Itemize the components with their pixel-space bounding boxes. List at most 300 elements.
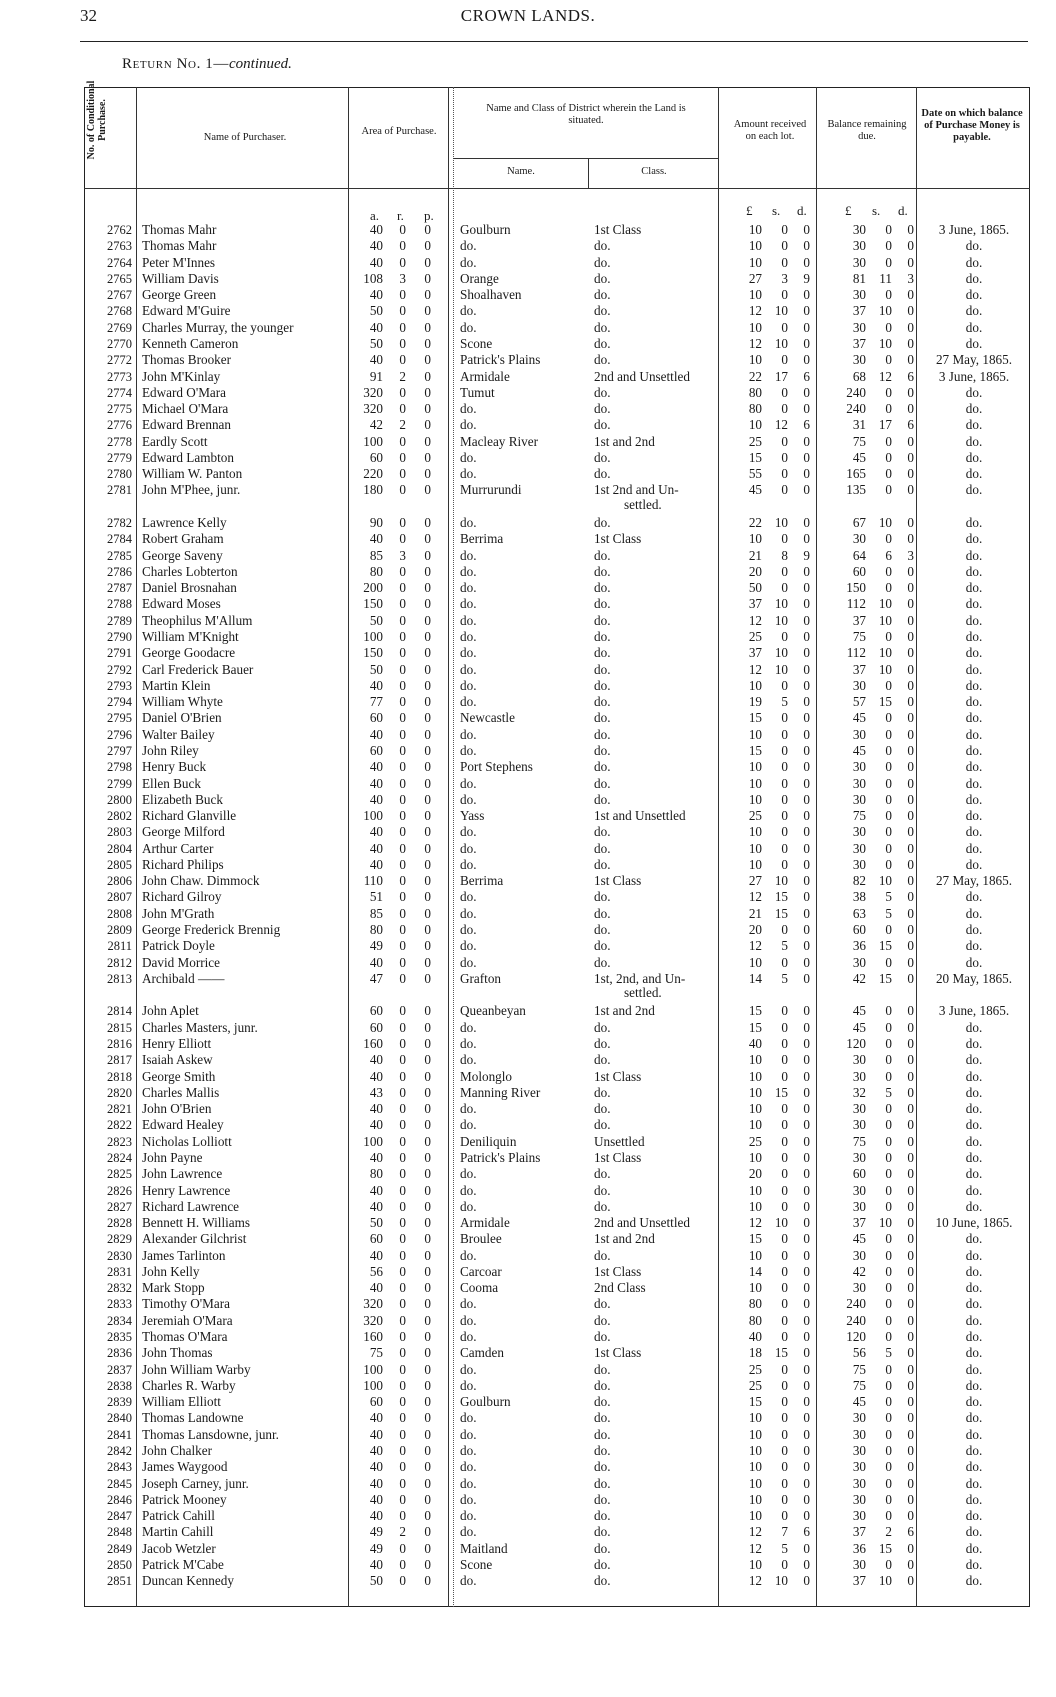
received-shillings: 0 — [781, 1149, 788, 1165]
purchaser-name: Patrick Cahill — [142, 1508, 215, 1524]
area-acres: 40 — [369, 1280, 383, 1296]
balance-shillings: 10 — [878, 1573, 892, 1589]
table-row — [0, 385, 1056, 401]
balance-pounds: 240 — [846, 1312, 866, 1328]
purchaser-name: Theophilus M'Allum — [142, 612, 253, 628]
received-shillings: 0 — [781, 1182, 788, 1198]
row-number: 2812 — [107, 955, 132, 970]
district-name: do. — [460, 563, 477, 579]
received-pounds: 10 — [748, 856, 762, 872]
district-class: do. — [594, 563, 611, 579]
table-row — [0, 466, 1056, 482]
table-row — [0, 417, 1056, 433]
received-pence: 0 — [803, 466, 810, 482]
row-number: 2781 — [107, 483, 132, 498]
received-pounds: 12 — [748, 303, 762, 319]
area-perches: 0 — [424, 580, 431, 596]
row-number: 2847 — [107, 1509, 132, 1524]
area-perches: 0 — [424, 873, 431, 889]
balance-pence: 0 — [907, 1182, 914, 1198]
received-pence: 0 — [803, 742, 810, 758]
row-number: 2822 — [107, 1118, 132, 1133]
balance-shillings: 17 — [878, 417, 892, 433]
received-pence: 0 — [803, 254, 810, 270]
district-class: do. — [594, 384, 611, 400]
area-roods: 0 — [399, 1443, 406, 1458]
balance-shillings: 12 — [878, 368, 892, 384]
purchaser-name: George Green — [142, 287, 217, 303]
balance-pounds: 30 — [852, 1475, 866, 1491]
balance-pounds: 30 — [852, 1149, 866, 1165]
received-pounds: 12 — [748, 335, 762, 351]
received-shillings: 0 — [781, 449, 788, 465]
return-label-text: Return No. 1— — [122, 56, 229, 72]
received-pence: 0 — [803, 596, 810, 612]
area-acres: 40 — [369, 791, 383, 807]
payable-date: 3 June, 1865. — [938, 222, 1010, 237]
received-pounds: 10 — [748, 1068, 762, 1084]
row-number: 2811 — [107, 939, 132, 954]
received-shillings: 0 — [781, 1491, 788, 1507]
received-shillings: 0 — [781, 677, 788, 693]
received-pounds: 25 — [748, 1361, 762, 1377]
area-roods: 0 — [399, 1508, 406, 1524]
balance-pence: 0 — [907, 1296, 914, 1312]
area-roods: 0 — [399, 1394, 406, 1410]
district-name: do. — [460, 922, 477, 938]
payable-date: do. — [965, 791, 983, 807]
header-rule — [84, 188, 1030, 189]
received-pounds: 25 — [748, 1133, 762, 1149]
balance-pounds: 120 — [846, 1329, 866, 1345]
received-pence: 0 — [803, 515, 810, 531]
purchaser-name: James Waygood — [142, 1459, 228, 1475]
district-class: do. — [594, 824, 611, 840]
received-pounds: 10 — [748, 1084, 762, 1100]
table-row — [0, 1183, 1056, 1199]
area-acres: 40 — [369, 1117, 383, 1133]
received-pence: 0 — [803, 808, 810, 824]
area-perches: 0 — [424, 335, 431, 351]
received-shillings: 10 — [774, 1215, 788, 1231]
balance-pence: 6 — [907, 1524, 914, 1540]
area-acres: 40 — [369, 1459, 383, 1475]
table-row — [0, 434, 1056, 450]
area-acres: 40 — [369, 1149, 383, 1165]
area-perches: 0 — [424, 856, 431, 872]
received-pence: 0 — [803, 580, 810, 596]
district-class: do. — [594, 417, 611, 433]
balance-pence: 0 — [907, 1329, 914, 1345]
received-pence: 0 — [803, 1198, 810, 1214]
district-class: 1st Class — [594, 1149, 642, 1165]
table-row — [0, 678, 1056, 694]
purchaser-name: John Chalker — [142, 1443, 212, 1458]
row-number: 2782 — [107, 516, 132, 531]
area-roods: 0 — [399, 1410, 406, 1426]
district-class: do. — [594, 319, 611, 335]
received-pence: 0 — [803, 645, 810, 661]
received-pence: 0 — [803, 1215, 810, 1231]
balance-pence: 0 — [907, 401, 914, 417]
col-header-district-class: Class. — [641, 166, 667, 177]
purchaser-name: John Riley — [142, 742, 199, 758]
area-roods: 0 — [399, 970, 406, 986]
area-acres: 100 — [363, 1361, 383, 1377]
area-acres: 100 — [363, 808, 383, 824]
received-pounds: 10 — [748, 254, 762, 270]
area-perches: 0 — [424, 1166, 431, 1182]
balance-shillings: 0 — [885, 677, 892, 693]
received-pounds: 12 — [748, 889, 762, 905]
balance-pence: 0 — [907, 954, 914, 970]
balance-shillings: 0 — [885, 1556, 892, 1572]
area-perches: 0 — [424, 1052, 431, 1068]
area-roods: 0 — [399, 1166, 406, 1182]
balance-pence: 0 — [907, 1361, 914, 1377]
balance-pence: 0 — [907, 1410, 914, 1426]
balance-pounds: 30 — [852, 238, 866, 254]
balance-shillings: 0 — [885, 1003, 892, 1019]
received-pounds: 10 — [748, 1182, 762, 1198]
received-pence: 6 — [803, 368, 810, 384]
payable-date: 10 June, 1865. — [935, 1215, 1013, 1231]
balance-shillings: 6 — [885, 547, 892, 563]
purchaser-name: Daniel O'Brien — [142, 710, 222, 726]
table-row-continuation — [0, 985, 1056, 1001]
received-pounds: 15 — [748, 1394, 762, 1410]
received-shillings: 15 — [774, 905, 788, 921]
purchaser-name: Archibald —— — [142, 970, 225, 986]
area-roods: 0 — [399, 449, 406, 465]
area-perches: 0 — [424, 384, 431, 400]
area-perches: 0 — [424, 1280, 431, 1296]
row-number: 2786 — [107, 564, 132, 579]
balance-pence: 0 — [907, 922, 914, 938]
received-shillings: 0 — [781, 1101, 788, 1117]
payable-date: do. — [965, 759, 983, 775]
payable-date: do. — [965, 840, 983, 856]
area-perches: 0 — [424, 1459, 431, 1475]
balance-pence: 0 — [907, 335, 914, 351]
balance-pence: 0 — [907, 1508, 914, 1524]
district-name: Berrima — [460, 873, 504, 889]
district-name: do. — [460, 580, 477, 596]
area-roods: 0 — [399, 319, 406, 335]
district-class: do. — [594, 677, 611, 693]
purchaser-name: Patrick Mooney — [142, 1491, 227, 1507]
area-perches: 0 — [424, 482, 431, 498]
district-class: do. — [594, 1198, 611, 1214]
row-number: 2838 — [107, 1378, 132, 1393]
area-perches: 0 — [424, 368, 431, 384]
area-roods: 0 — [399, 1329, 406, 1345]
balance-pounds: 45 — [852, 1003, 866, 1019]
row-number: 2827 — [107, 1199, 132, 1214]
area-perches: 0 — [424, 1573, 431, 1589]
balance-pounds: 30 — [852, 954, 866, 970]
payable-date: do. — [965, 1263, 983, 1279]
received-pounds: 20 — [748, 563, 762, 579]
balance-pence: 0 — [907, 775, 914, 791]
area-roods: 0 — [399, 515, 406, 531]
table-row — [0, 1443, 1056, 1459]
received-shillings: 0 — [781, 319, 788, 335]
payable-date: do. — [965, 612, 983, 628]
received-shillings: 0 — [781, 824, 788, 840]
balance-pounds: 81 — [852, 270, 866, 286]
row-number: 2839 — [107, 1395, 132, 1410]
purchaser-name: Charles Masters, junr. — [142, 1019, 258, 1035]
received-pounds: 55 — [748, 466, 762, 482]
row-number: 2763 — [107, 239, 132, 254]
payable-date: 27 May, 1865. — [935, 873, 1013, 889]
row-number: 2849 — [107, 1541, 132, 1556]
col-header-no: No. of Conditional Purchase. — [86, 80, 108, 160]
balance-pence: 0 — [907, 531, 914, 547]
table-row — [0, 808, 1056, 824]
purchaser-name: John Chaw. Dimmock — [142, 873, 260, 889]
payable-date: do. — [965, 1475, 983, 1491]
received-shillings: 15 — [774, 1084, 788, 1100]
received-pence: 0 — [803, 1345, 810, 1361]
area-perches: 0 — [424, 1101, 431, 1117]
received-shillings: 0 — [781, 1361, 788, 1377]
row-number: 2773 — [107, 369, 132, 384]
received-pounds: 15 — [748, 710, 762, 726]
purchaser-name: William W. Panton — [142, 466, 243, 482]
district-class: do. — [594, 1182, 611, 1198]
payable-date: do. — [965, 661, 983, 677]
received-pounds: 10 — [748, 1101, 762, 1117]
area-acres: 60 — [369, 710, 383, 726]
received-pounds: 10 — [748, 759, 762, 775]
row-number: 2825 — [107, 1167, 132, 1182]
balance-pounds: 75 — [852, 808, 866, 824]
received-shillings: 0 — [781, 287, 788, 303]
row-number: 2774 — [107, 385, 132, 400]
received-shillings: 0 — [781, 1019, 788, 1035]
table-row — [0, 401, 1056, 417]
balance-pence: 0 — [907, 1052, 914, 1068]
payable-date: do. — [965, 1540, 983, 1556]
received-shillings: 0 — [781, 759, 788, 775]
row-number: 2792 — [107, 662, 132, 677]
balance-shillings: 0 — [885, 629, 892, 644]
received-shillings: 10 — [774, 335, 788, 351]
balance-shillings: 0 — [885, 824, 892, 840]
balance-pence: 0 — [907, 384, 914, 400]
balance-pence: 0 — [907, 808, 914, 824]
balance-pence: 3 — [907, 547, 914, 563]
area-acres: 49 — [369, 938, 383, 954]
district-name: Tumut — [460, 384, 495, 400]
table-row — [0, 1052, 1056, 1068]
purchaser-name: Isaiah Askew — [142, 1052, 213, 1068]
balance-shillings: 0 — [885, 1443, 892, 1458]
received-pence: 0 — [803, 1263, 810, 1279]
balance-shillings: 11 — [879, 270, 892, 286]
area-roods: 0 — [399, 742, 406, 758]
payable-date: do. — [965, 1052, 983, 1068]
balance-pounds: 30 — [852, 1410, 866, 1426]
payable-date: do. — [965, 1296, 983, 1312]
payable-date: do. — [965, 466, 983, 482]
table-row — [0, 1313, 1056, 1329]
row-number: 2823 — [107, 1134, 132, 1149]
purchaser-name: David Morrice — [142, 954, 220, 970]
received-pounds: 40 — [748, 1036, 762, 1051]
area-acres: 40 — [369, 319, 383, 335]
payable-date: do. — [965, 254, 983, 270]
received-pence: 0 — [803, 1296, 810, 1312]
received-pence: 0 — [803, 449, 810, 465]
received-pence: 0 — [803, 629, 810, 644]
balance-pence: 0 — [907, 1459, 914, 1475]
table-row — [0, 1573, 1056, 1589]
area-roods: 0 — [399, 612, 406, 628]
purchaser-name: Charles R. Warby — [142, 1377, 236, 1393]
district-name: do. — [460, 742, 477, 758]
row-number: 2829 — [107, 1232, 132, 1247]
balance-pence: 0 — [907, 1491, 914, 1507]
area-acres: 50 — [369, 661, 383, 677]
area-perches: 0 — [424, 954, 431, 970]
area-perches: 0 — [424, 808, 431, 824]
district-class: do. — [594, 905, 611, 921]
col-header-area: Area of Purchase. — [361, 126, 437, 137]
area-acres: 40 — [369, 1101, 383, 1117]
table-row — [0, 548, 1056, 564]
area-roods: 0 — [399, 759, 406, 775]
area-roods: 0 — [399, 677, 406, 693]
district-class: do. — [594, 466, 611, 482]
received-pence: 0 — [803, 1394, 810, 1410]
area-acres: 43 — [369, 1084, 383, 1100]
balance-pounds: 31 — [852, 417, 866, 433]
received-pounds: 21 — [748, 905, 762, 921]
area-acres: 40 — [369, 254, 383, 270]
balance-pounds: 30 — [852, 1508, 866, 1524]
row-number: 2816 — [107, 1037, 132, 1051]
district-class: do. — [594, 759, 611, 775]
payable-date: do. — [965, 710, 983, 726]
table-row — [0, 255, 1056, 271]
balance-pence: 0 — [907, 563, 914, 579]
district-name: do. — [460, 954, 477, 970]
area-acres: 56 — [369, 1263, 383, 1279]
balance-pence: 0 — [907, 1166, 914, 1182]
purchaser-name: Arthur Carter — [142, 840, 214, 856]
balance-shillings: 0 — [885, 791, 892, 807]
purchaser-name: Patrick M'Cabe — [142, 1556, 224, 1572]
district-class: do. — [594, 1036, 611, 1051]
purchaser-name: Eardly Scott — [142, 433, 208, 449]
area-perches: 0 — [424, 222, 431, 237]
payable-date: do. — [965, 1019, 983, 1035]
area-roods: 0 — [399, 563, 406, 579]
balance-shillings: 0 — [885, 1475, 892, 1491]
received-pence: 9 — [803, 270, 810, 286]
district-name: Armidale — [460, 368, 510, 384]
payable-date: do. — [965, 775, 983, 791]
balance-shillings: 0 — [885, 580, 892, 596]
district-class: do. — [594, 742, 611, 758]
balance-pence: 0 — [907, 1443, 914, 1458]
district-name: do. — [460, 1296, 477, 1312]
payable-date: do. — [965, 694, 983, 710]
balance-shillings: 10 — [878, 612, 892, 628]
purchaser-name: Patrick Doyle — [142, 938, 215, 954]
received-pence: 0 — [803, 1117, 810, 1133]
received-pence: 0 — [803, 384, 810, 400]
table-row — [0, 1085, 1056, 1101]
area-perches: 0 — [424, 759, 431, 775]
row-number: 2776 — [107, 418, 132, 433]
purchaser-name: Henry Lawrence — [142, 1182, 231, 1198]
balance-shillings: 0 — [885, 1247, 892, 1263]
area-acres: 150 — [363, 645, 383, 661]
payable-date: do. — [965, 645, 983, 661]
table-row — [0, 629, 1056, 645]
row-number: 2769 — [107, 320, 132, 335]
area-roods: 2 — [399, 417, 406, 433]
balance-shillings: 15 — [878, 1540, 892, 1556]
balance-pence: 0 — [907, 238, 914, 254]
district-class: do. — [594, 352, 611, 368]
received-shillings: 0 — [781, 1133, 788, 1149]
district-name: Maitland — [460, 1540, 508, 1556]
area-acres: 49 — [369, 1540, 383, 1556]
district-class: 1st Class — [594, 1345, 642, 1361]
received-pence: 0 — [803, 352, 810, 368]
balance-pence: 0 — [907, 824, 914, 840]
area-acres: 60 — [369, 449, 383, 465]
district-class: do. — [594, 449, 611, 465]
received-shillings: 0 — [781, 254, 788, 270]
balance-shillings: 0 — [885, 482, 892, 498]
district-name: do. — [460, 661, 477, 677]
header-rule — [80, 41, 1028, 42]
purchaser-name: Robert Graham — [142, 531, 224, 547]
balance-shillings: 0 — [885, 1296, 892, 1312]
area-perches: 0 — [424, 1394, 431, 1410]
area-perches: 0 — [424, 710, 431, 726]
received-shillings: 0 — [781, 726, 788, 742]
received-pence: 0 — [803, 1410, 810, 1426]
received-pence: 0 — [803, 1508, 810, 1524]
area-acres: 220 — [363, 466, 383, 482]
row-number: 2784 — [107, 532, 132, 547]
received-shillings: 3 — [781, 270, 788, 286]
table-row — [0, 1508, 1056, 1524]
table-row — [0, 1362, 1056, 1378]
area-perches: 0 — [424, 889, 431, 905]
area-perches: 0 — [424, 1003, 431, 1019]
payable-date: do. — [965, 417, 983, 433]
balance-pounds: 82 — [852, 873, 866, 889]
district-class: 1st Class — [594, 531, 642, 547]
area-roods: 0 — [399, 694, 406, 710]
received-pence: 0 — [803, 612, 810, 628]
balance-shillings: 15 — [878, 938, 892, 954]
row-number: 2798 — [107, 760, 132, 775]
received-pounds: 12 — [748, 612, 762, 628]
received-shillings: 0 — [781, 840, 788, 856]
received-shillings: 0 — [781, 629, 788, 644]
received-pounds: 12 — [748, 661, 762, 677]
received-pence: 0 — [803, 238, 810, 254]
